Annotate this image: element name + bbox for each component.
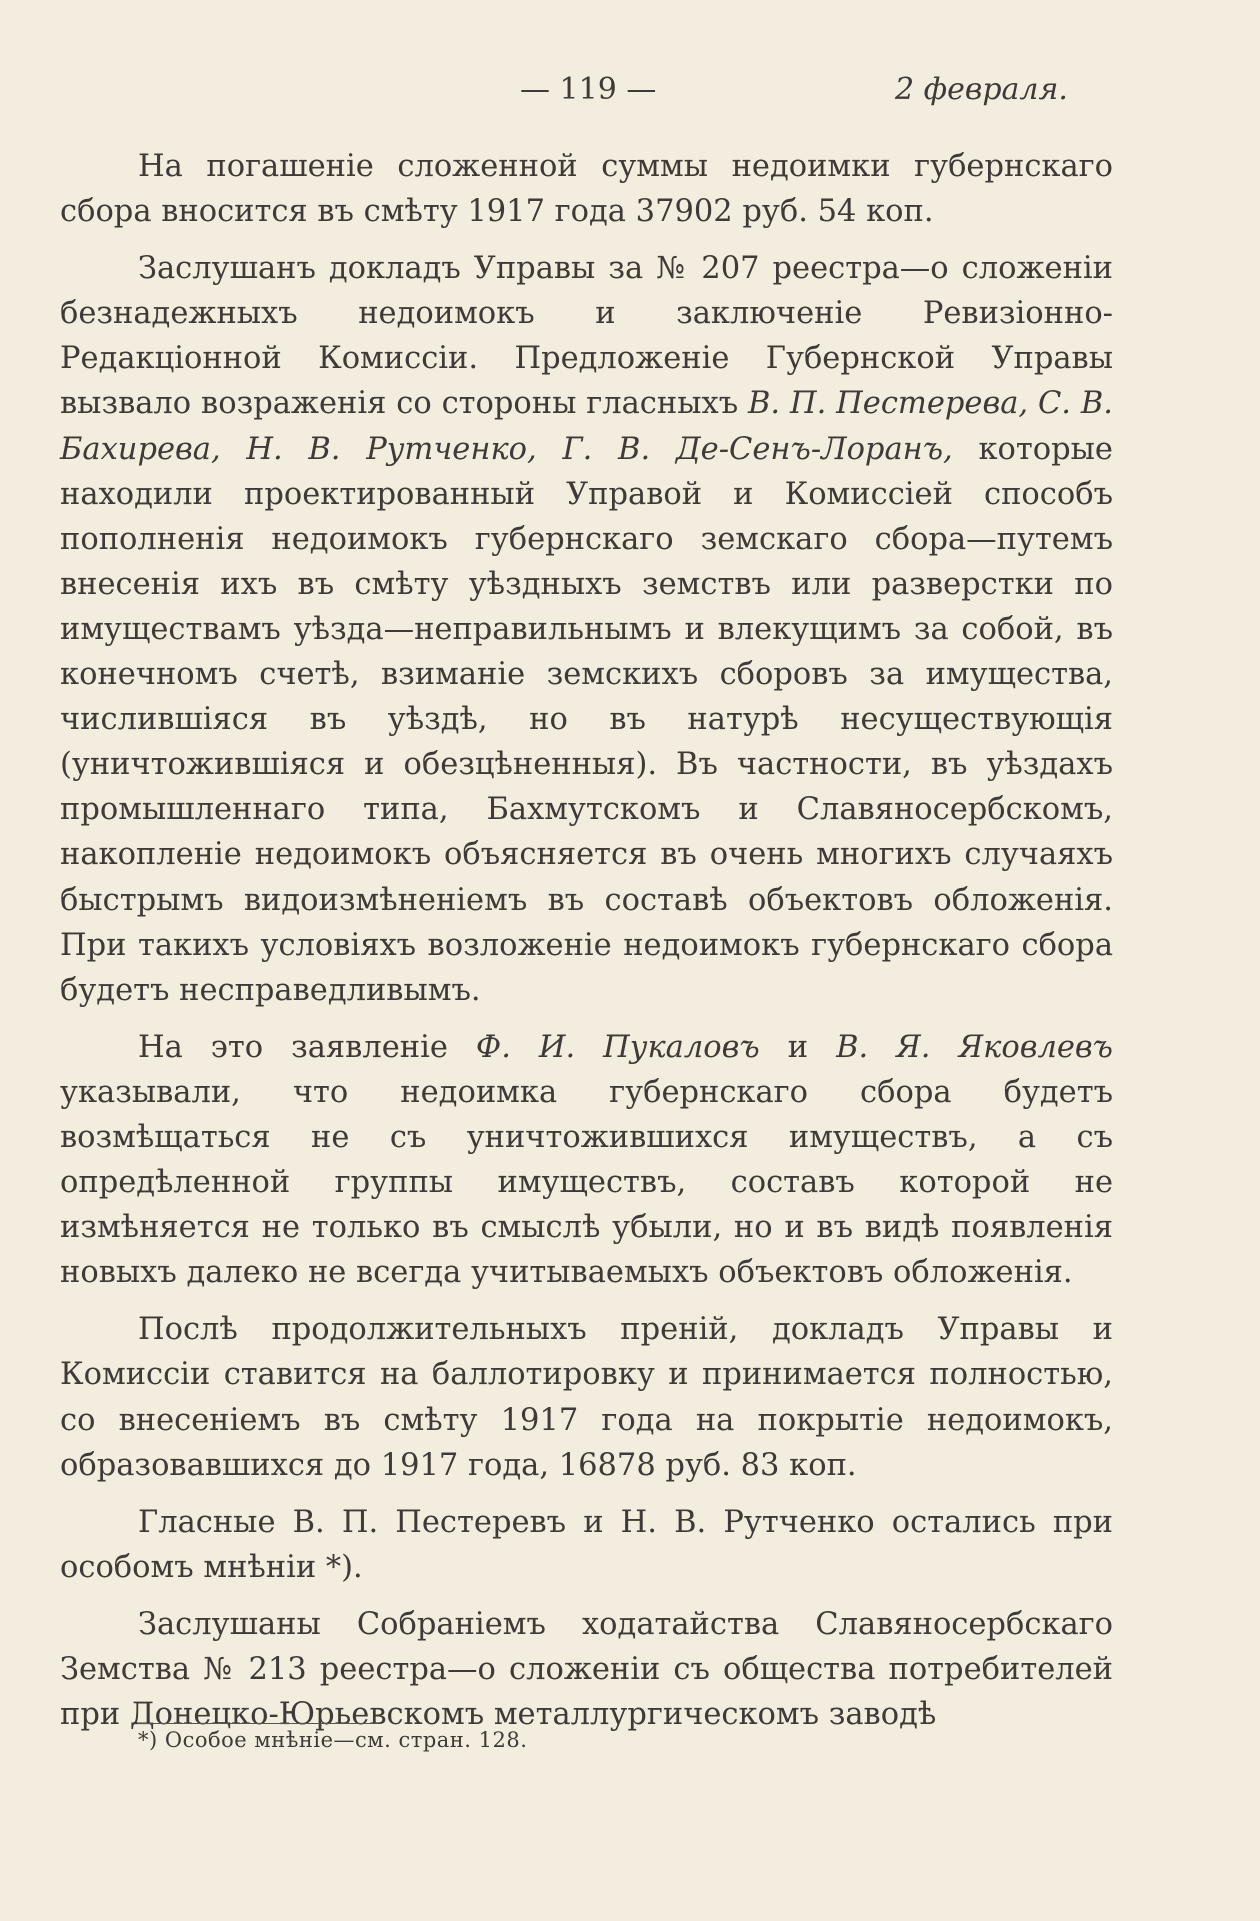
paragraph: Гласные В. П. Пестеревъ и Н. В. Рутченко остались при особомъ мнѣніи *). bbox=[60, 1504, 1113, 1585]
footnote-rule bbox=[138, 1723, 378, 1724]
footnote: *) Особое мнѣніе—см. стран. 128. bbox=[138, 1728, 528, 1752]
paragraph: Послѣ продолжительныхъ преній, докладъ Управы и Комиссіи ставится на баллотировку и принимается полностью, со внесеніемъ въ смѣту 1917 года на покрытіе недоимокъ, образовавшихся до 1917 года, 16878 руб. 83 коп. bbox=[60, 1312, 1113, 1483]
paragraph: Заслушаны Собраніемъ ходатайства Славяносербскаго Земства № 213 реестра—о сложеніи съ общества потребителей при Донецко-Юрьевскомъ металлургическомъ заводѣ bbox=[60, 1606, 1113, 1733]
header-date: 2 февраля. bbox=[895, 72, 1068, 107]
paragraph: На это заявленіе Ф. И. Пукаловъ и В. Я. Яковлевъ указывали, что недоимка губернскаго сбора будетъ возмѣщаться не съ уничтожившихся имуществъ, а съ опредѣленной группы имуществъ, составъ которой не измѣняется не только въ смыслѣ убыли, но и въ видѣ появленія новыхъ далеко не всегда учитываемыхъ объектовъ обложенія. bbox=[60, 1029, 1113, 1291]
paragraph: Заслушанъ докладъ Управы за № 207 реестра—о сложеніи безнадежныхъ недоимокъ и заключеніе Ревизіонно-Редакціонной Комиссіи. Предложеніе Губернской Управы вызвало возраженія со стороны гласныхъ В. П. Пестерева, С. В. Бахирева, Н. В. Рутченко, Г. В. Де-Сенъ-Лоранъ, которые находили проектированный Управой и Комиссіей способъ пополненія недоимокъ губернскаго земскаго сбора—путемъ внесенія ихъ въ смѣту уѣздныхъ земствъ или разверстки по имуществамъ уѣзда—неправильнымъ и влекущимъ за собой, въ конечномъ счетѣ, взиманіе земскихъ сборовъ за имущества, числившіяся въ уѣздѣ, но въ натурѣ несуществующія (уничтожившіяся и обезцѣненныя). Въ частности, въ уѣздахъ промышленнаго типа, Бахмутскомъ и Славяносербскомъ, накопленіе недоимокъ объясняется въ очень многихъ случаяхъ быстрымъ видоизмѣненіемъ въ составѣ объектовъ обложенія. При такихъ условіяхъ возложеніе недоимокъ губернскаго сбора будетъ несправедливымъ. bbox=[60, 251, 1113, 1008]
page-number: — 119 — bbox=[520, 72, 657, 107]
body-text bbox=[60, 144, 1113, 1749]
running-header bbox=[0, 72, 1260, 122]
paragraph: На погашеніе сложенной суммы недоимки губернскаго сбора вносится въ смѣту 1917 года 37902 руб. 54 коп. bbox=[60, 149, 1113, 230]
